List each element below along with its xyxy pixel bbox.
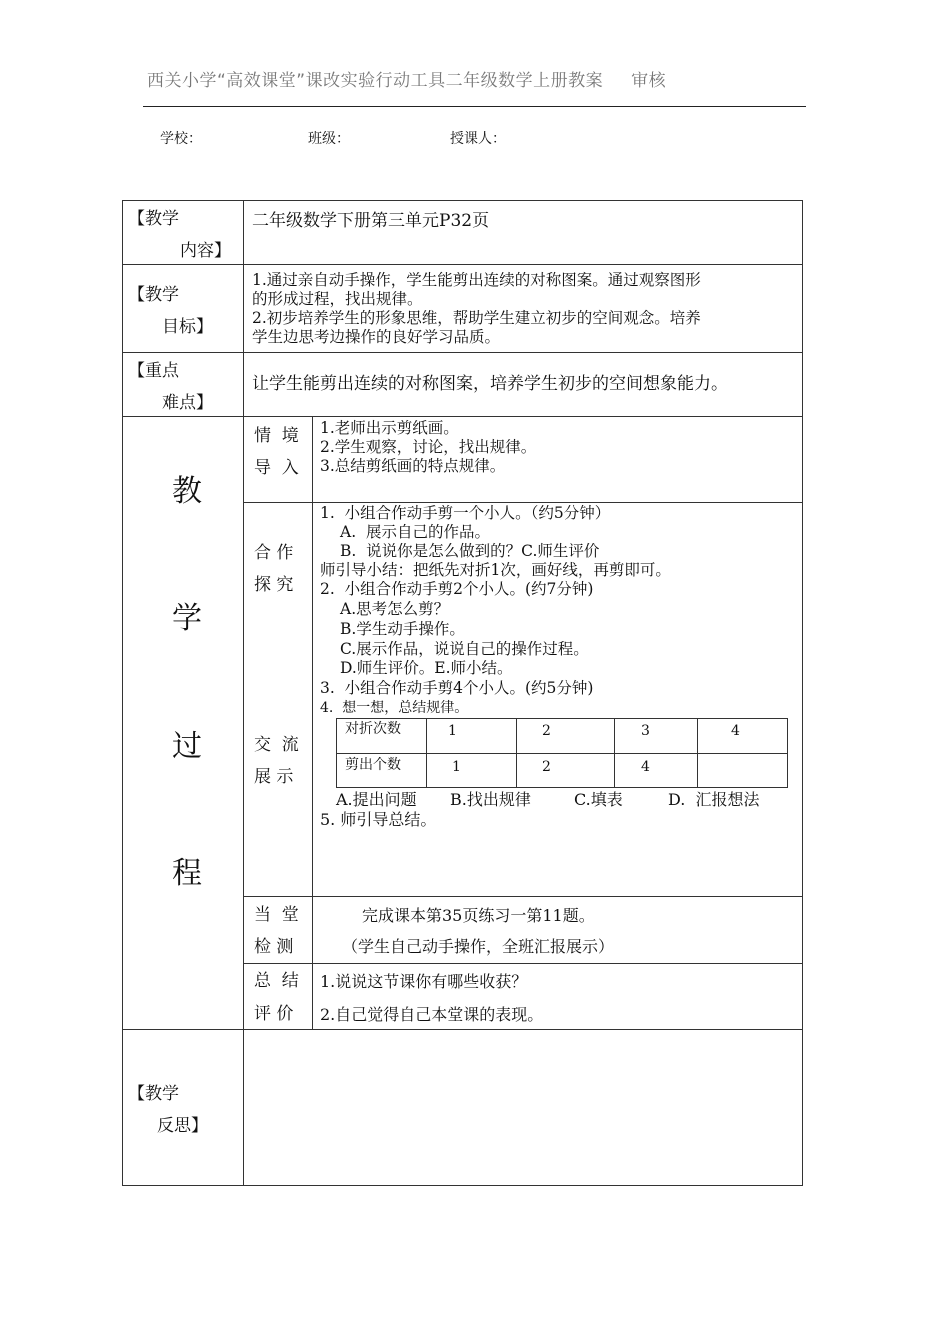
fold-table-header: 剪出个数 (345, 757, 401, 773)
fold-table-border (426, 718, 427, 788)
process-char: 过 (172, 729, 202, 764)
meta-school: 学校： (160, 131, 202, 147)
option-d: D. 汇报想法 (668, 790, 760, 809)
meta-teacher: 授课人： (450, 131, 506, 147)
content-label: 【教学 (128, 209, 179, 229)
fold-table-cell: 1 (448, 723, 457, 739)
fold-table-cell: 2 (542, 723, 551, 739)
explore-label: 合 作 (254, 543, 294, 563)
column-divider (243, 200, 244, 1186)
fold-table-cell: 1 (452, 759, 461, 775)
explore-line: B.学生动手操作。 (340, 620, 465, 638)
fold-table-border (336, 787, 788, 788)
subrow-divider (243, 963, 803, 964)
explore-line: 3. 小组合作动手剪4个小人。(约5分钟) (320, 679, 594, 697)
reflection-label: 【教学 (128, 1084, 179, 1104)
fold-table-border (336, 718, 788, 719)
row-divider (122, 264, 803, 265)
fold-table-border (516, 718, 517, 788)
goals-line: 学生边思考边操作的良好学习品质。 (252, 328, 501, 346)
column-divider (312, 416, 313, 1029)
header-divider (143, 106, 806, 107)
fold-table-border (614, 718, 615, 788)
explore-line: A. 展示自己的作品。 (340, 523, 490, 541)
explore-line: 2. 小组合作动手剪2个小人。(约7分钟) (320, 580, 594, 598)
explore-line: C.展示作品，说说自己的操作过程。 (340, 640, 589, 658)
header-review: 审核 (631, 71, 667, 91)
fold-table-border (336, 718, 337, 788)
fold-table-header: 对折次数 (345, 721, 401, 737)
reflection-label-2: 反思】 (157, 1116, 208, 1136)
explore-line: 1. 小组合作动手剪一个小人。（约5分钟） (320, 504, 611, 522)
process-char: 教 (172, 474, 202, 509)
row-divider (122, 416, 803, 417)
explore-closing: 5. 师引导总结。 (320, 810, 437, 829)
fold-table-cell: 3 (641, 723, 650, 739)
fold-table-border (787, 718, 788, 788)
intro-label: 情 境 (254, 426, 299, 446)
reflection-area (250, 1035, 798, 1181)
check-label-2: 检 测 (254, 937, 294, 957)
explore-line: D.师生评价。E.师小结。 (340, 659, 513, 677)
check-line: （学生自己动手操作，全班汇报展示） (342, 937, 615, 956)
exchange-label: 交 流 (254, 735, 299, 755)
check-line: 完成课本第35页练习一第11题。 (362, 906, 595, 925)
check-label: 当 堂 (254, 905, 299, 925)
explore-line: 4. 想一想，总结规律。 (320, 700, 469, 716)
option-c: C.填表 (574, 790, 623, 809)
fold-table-cell: 4 (731, 723, 740, 739)
option-b: B.找出规律 (450, 790, 531, 809)
meta-class: 班级： (308, 131, 350, 147)
subrow-divider (243, 502, 803, 503)
explore-label-2: 探 究 (254, 575, 294, 595)
fold-table-border (697, 718, 698, 788)
explore-line: A.思考怎么剪？ (340, 600, 450, 618)
fold-table-border (336, 753, 788, 754)
row-divider (122, 1029, 803, 1030)
goals-line: 2.初步培养学生的形象思维，帮助学生建立初步的空间观念。培养 (252, 309, 701, 327)
row-divider (122, 352, 803, 353)
option-a: A.提出问题 (336, 790, 417, 809)
explore-line: B. 说说你是怎么做到的？C.师生评价 (340, 542, 600, 560)
process-char: 学 (172, 601, 202, 636)
intro-line: 1.老师出示剪纸画。 (320, 419, 459, 437)
summary-line: 2.自己觉得自己本堂课的表现。 (320, 1005, 544, 1024)
content-text: 二年级数学下册第三单元P32页 (252, 211, 490, 231)
goals-label: 【教学 (128, 285, 179, 305)
header-title: 西关小学“高效课堂”课改实验行动工具二年级数学上册教案 (147, 71, 604, 91)
process-char: 程 (172, 856, 202, 891)
fold-table-cell: 2 (542, 759, 551, 775)
key-label-2: 难点】 (162, 393, 213, 413)
key-text: 让学生能剪出连续的对称图案，培养学生初步的空间想象能力。 (252, 374, 728, 394)
goals-label-2: 目标】 (162, 317, 213, 337)
key-label: 【重点 (128, 361, 179, 381)
intro-line: 2.学生观察，讨论，找出规律。 (320, 438, 537, 456)
goals-line: 1.通过亲自动手操作，学生能剪出连续的对称图案。通过观察图形 (252, 271, 701, 289)
document-header (147, 66, 666, 91)
intro-line: 3.总结剪纸画的特点规律。 (320, 457, 506, 475)
content-label-2: 内容】 (180, 241, 231, 261)
exchange-label-2: 展 示 (254, 767, 294, 787)
goals-line: 的形成过程，找出规律。 (252, 290, 423, 308)
summary-label: 总 结 (254, 971, 299, 991)
summary-line: 1.说说这节课你有哪些收获？ (320, 972, 528, 991)
explore-line: 师引导小结：把纸先对折1次，画好线，再剪即可。 (320, 561, 671, 579)
fold-table-cell: 4 (641, 759, 650, 775)
intro-label-2: 导 入 (254, 458, 299, 478)
summary-label-2: 评 价 (254, 1004, 294, 1024)
subrow-divider (243, 896, 803, 897)
